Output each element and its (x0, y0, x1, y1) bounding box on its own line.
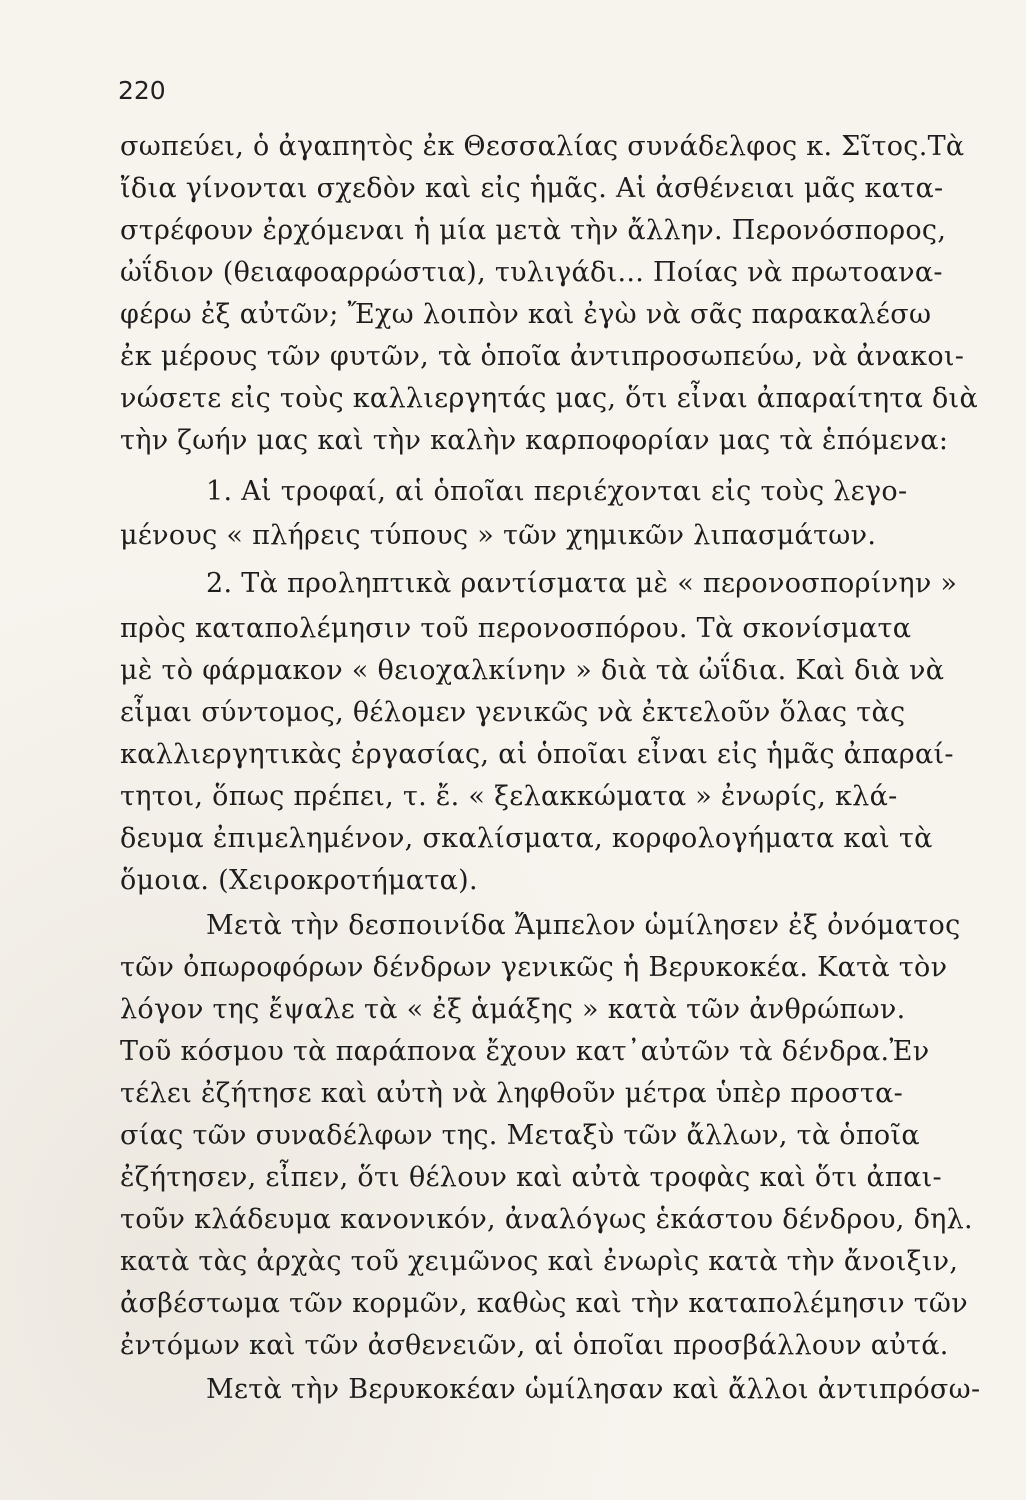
text-line: νώσετε εἰς τοὺς καλλιεργητάς μας, ὅτι εἶναι ἀπαραίτητα διὰ (120, 383, 978, 414)
text-line: ἐζήτησεν, εἶπεν, ὅτι θέλουν καὶ αὐτὰ τροφὰς καὶ ὅτι ἀπαι- (120, 1162, 942, 1193)
text-line: φέρω ἐξ αὐτῶν; Ἔχω λοιπὸν καὶ ἐγὼ νὰ σᾶς παρακαλέσω (120, 299, 932, 330)
text-line: καλλιεργητικὰς ἐργασίας, αἱ ὁποῖαι εἶναι εἰς ἡμᾶς ἀπαραί- (120, 739, 954, 770)
page-number: 220 (118, 76, 166, 105)
text-line: ἐκ μέρους τῶν φυτῶν, τὰ ὁποῖα ἀντιπροσωπεύω, νὰ ἀνακοι- (120, 341, 965, 372)
text-line: κατὰ τὰς ἀρχὰς τοῦ χειμῶνος καὶ ἐνωρὶς κατὰ τὴν ἄνοιξιν, (120, 1246, 959, 1277)
text-line: τὴν ζωήν μας καὶ τὴν καλὴν καρποφορίαν μας τὰ ἑπόμενα: (120, 425, 949, 456)
text-line: τητοι, ὅπως πρέπει, τ. ἔ. « ξελακκώματα » ἐνωρίς, κλά- (120, 781, 898, 812)
text-line: ἀσβέστωμα τῶν κορμῶν, καθὼς καὶ τὴν καταπολέμησιν τῶν (120, 1288, 968, 1319)
text-line: δευμα ἐπιμελημένον, σκαλίσματα, κορφολογήματα καὶ τὰ (120, 823, 933, 854)
text-line: ὅμοια. (Χειροκροτήματα). (120, 865, 478, 896)
text-line: εἶμαι σύντομος, θέλομεν γενικῶς νὰ ἐκτελοῦν ὅλας τὰς (120, 697, 906, 728)
text-line: σωπεύει, ὁ ἀγαπητὸς ἐκ Θεσσαλίας συνάδελφος κ. Σῖτος.Τὰ (120, 131, 965, 162)
text-line: πρὸς καταπολέμησιν τοῦ περονοσπόρου. Τὰ σκονίσματα (120, 613, 912, 644)
text-line: 1. Αἱ τροφαί, αἱ ὁποῖαι περιέχονται εἰς τοὺς λεγο- (206, 476, 908, 507)
text-line: 2. Τὰ προληπτικὰ ραντίσματα μὲ « περονοσπορίνην » (206, 568, 958, 599)
text-line: μὲ τὸ φάρμακον « θειοχαλκίνην » διὰ τὰ ὠΐδια. Καὶ διὰ νὰ (120, 655, 945, 686)
text-line: τοῦν κλάδευμα κανονικόν, ἀναλόγως ἑκάστου δένδρου, δηλ. (120, 1204, 973, 1235)
text-line: ἴδια γίνονται σχεδὸν καὶ εἰς ἡμᾶς. Αἱ ἀσθένειαι μᾶς κατα- (120, 173, 944, 204)
text-line: μένους « πλήρεις τύπους » τῶν χημικῶν λιπασμάτων. (120, 520, 877, 551)
text-line: ἐντόμων καὶ τῶν ἀσθενειῶν, αἱ ὁποῖαι προσβάλλουν αὐτά. (120, 1330, 949, 1361)
text-line: Τοῦ κόσμου τὰ παράπονα ἔχουν κατ᾽αὐτῶν τὰ δένδρα.Ἐν (120, 1036, 930, 1067)
text-line: τῶν ὀπωροφόρων δένδρων γενικῶς ἡ Βερυκοκέα. Κατὰ τὸν (120, 952, 948, 983)
text-line: Μετὰ τὴν δεσποινίδα Ἄμπελον ὡμίλησεν ἐξ ὀνόματος (206, 910, 961, 941)
text-line: τέλει ἐζήτησε καὶ αὐτὴ νὰ ληφθοῦν μέτρα ὑπὲρ προστα- (120, 1078, 904, 1109)
text-line: σίας τῶν συναδέλφων της. Μεταξὺ τῶν ἄλλων, τὰ ὁποῖα (120, 1120, 920, 1151)
text-line: Μετὰ τὴν Βερυκοκέαν ὡμίλησαν καὶ ἄλλοι ἀντιπρόσω- (206, 1374, 981, 1405)
text-line: ὠΐδιον (θειαφοαρρώστια), τυλιγάδι... Ποίας νὰ πρωτοανα- (120, 257, 943, 288)
text-line: λόγον της ἔψαλε τὰ « ἐξ ἁμάξης » κατὰ τῶν ἀνθρώπων. (120, 994, 906, 1025)
text-line: στρέφουν ἐρχόμεναι ἡ μία μετὰ τὴν ἄλλην. Περονόσπορος, (120, 215, 947, 246)
